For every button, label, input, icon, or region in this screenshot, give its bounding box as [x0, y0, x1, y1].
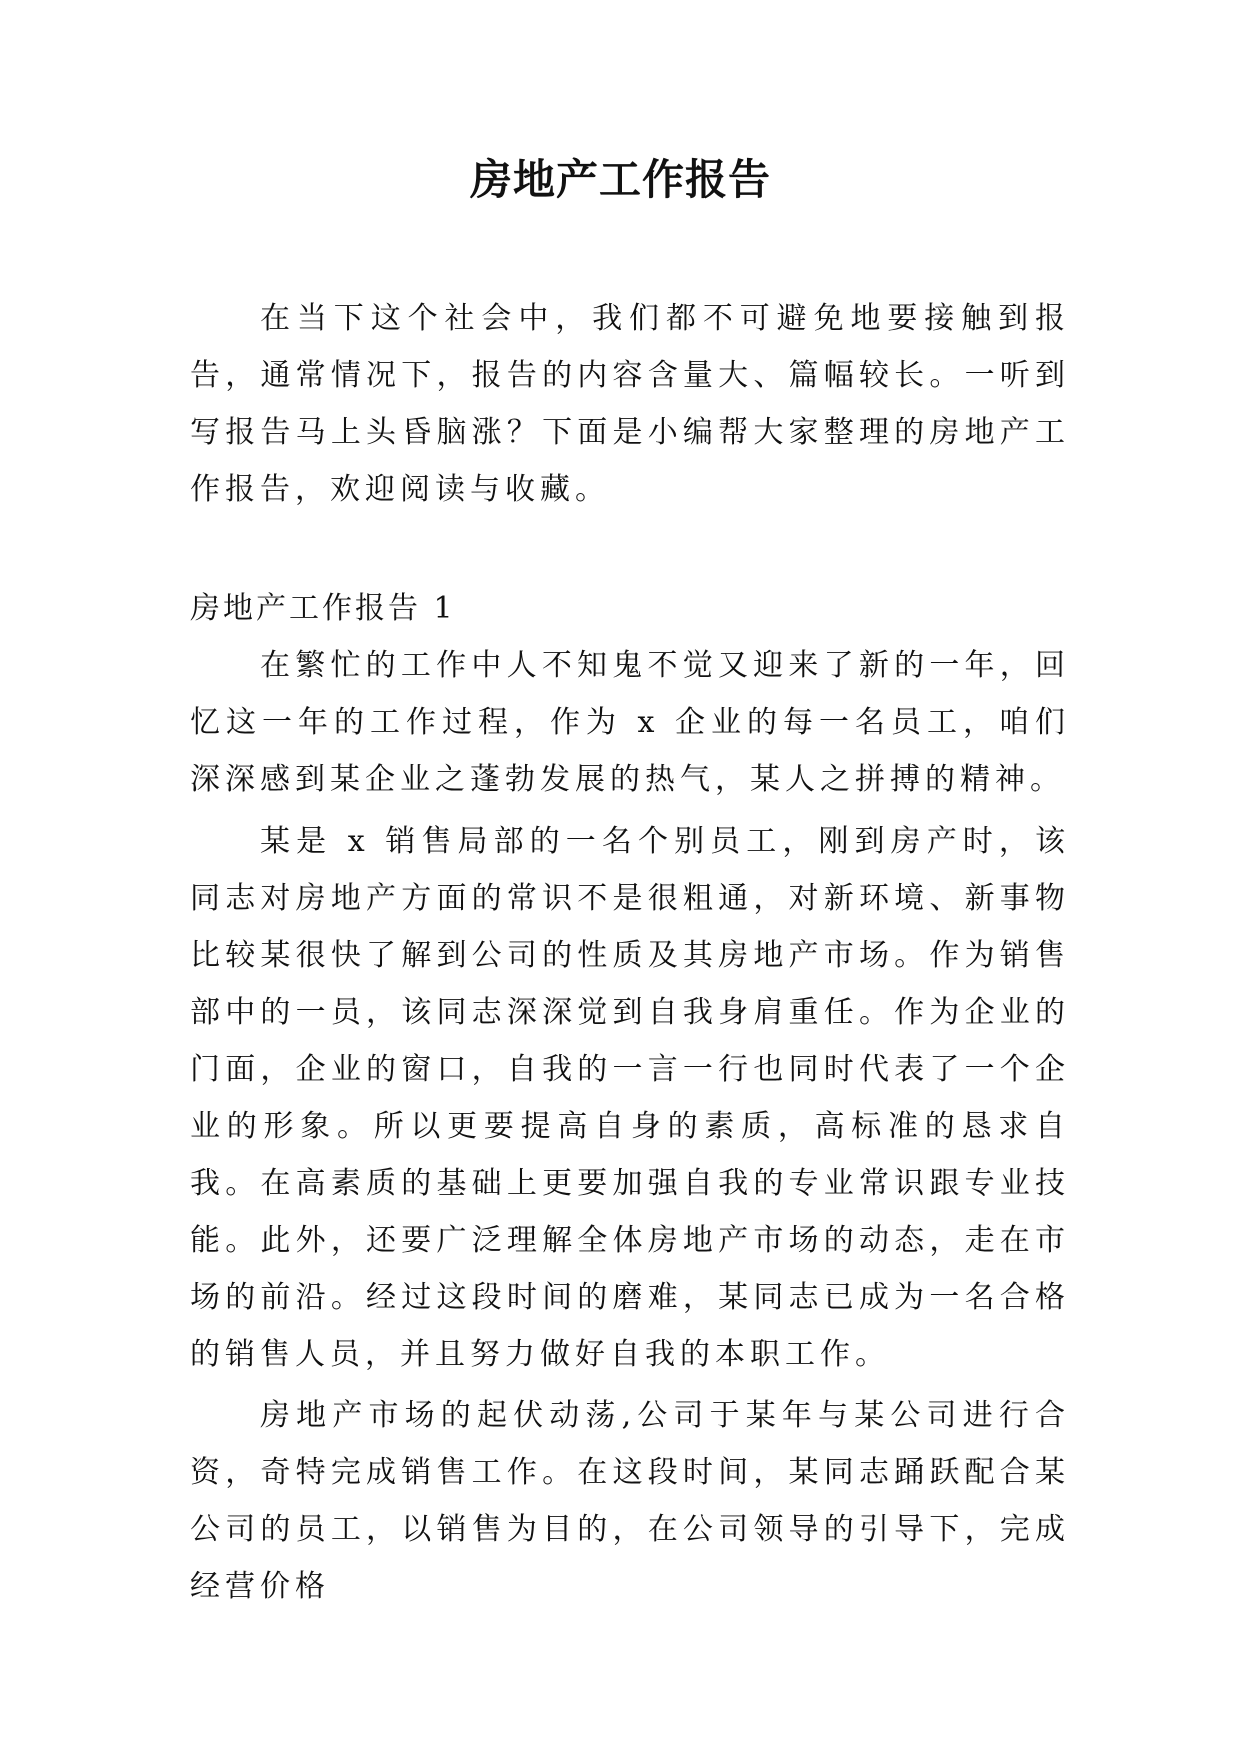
body-paragraph-3: 房地产市场的起伏动荡,公司于某年与某公司进行合资，奇特完成销售工作。在这段时间，某同志踊跃配合某公司的员工，以销售为目的，在公司领导的引导下，完成经营价格: [190, 1398, 1070, 1604]
body-paragraph-2: 某是 x 销售局部的一名个别员工，刚到房产时，该同志对房地产方面的常识不是很粗通，对新环境、新事物比较某很快了解到公司的性质及其房地产市场。作为销售部中的一员，该同志深深觉到自我身肩重任。作为企业的门面，企业的窗口，自我的一言一行也同时代表了一个企业的形象。所以更要提高自身的素质，高标准的恳求自我。在高素质的基础上更要加强自我的专业常识跟专业技能。此外，还要广泛理解全体房地产市场的动态，走在市场的前沿。经过这段时间的磨难，某同志已成为一名合格的销售人员，并且努力做好自我的本职工作。: [190, 824, 1070, 1372]
body-paragraph-1: 在繁忙的工作中人不知鬼不觉又迎来了新的一年，回忆这一年的工作过程，作为 x 企业的每一名员工，咱们深深感到某企业之蓬勃发展的热气，某人之拼搏的精神。: [190, 648, 1070, 797]
intro-paragraph: 在当下这个社会中，我们都不可避免地要接触到报告，通常情况下，报告的内容含量大、篇幅较长。一听到写报告马上头昏脑涨？下面是小编帮大家整理的房地产工作报告，欢迎阅读与收藏。: [190, 301, 1070, 507]
document-title: 房地产工作报告: [469, 155, 771, 204]
section-heading: 房地产工作报告 1: [190, 591, 456, 626]
